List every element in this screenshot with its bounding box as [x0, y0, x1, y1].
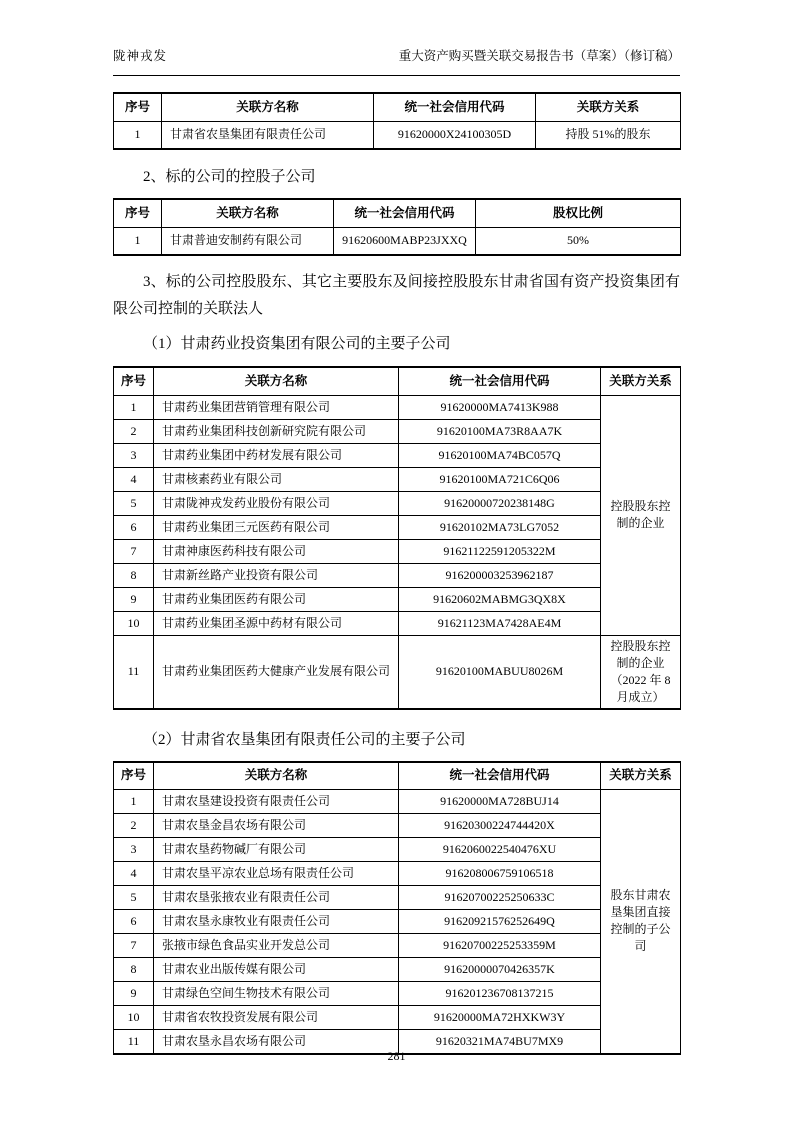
cell-serial: 8 [114, 563, 154, 587]
col-header-related-party-name: 关联方名称 [154, 367, 399, 395]
cell-serial: 11 [114, 1030, 154, 1054]
cell-credit-code: 91620102MA73LG7052 [399, 515, 601, 539]
cell-serial: 1 [114, 227, 162, 255]
cell-serial: 2 [114, 419, 154, 443]
cell-credit-code: 916200003253962187 [399, 563, 601, 587]
cell-credit-code: 916201236708137215 [399, 982, 601, 1006]
table-row [114, 227, 681, 255]
table-row [114, 910, 681, 934]
cell-company-name: 甘肃省农牧投资发展有限公司 [154, 1006, 399, 1030]
table-header-row [114, 93, 681, 121]
col-header-related-party-name: 关联方名称 [162, 93, 374, 121]
table-row [114, 443, 681, 467]
header-report-title: 重大资产购买暨关联交易报告书（草案）（修订稿） [398, 49, 680, 63]
page-number: 281 [387, 1049, 406, 1063]
cell-company-name: 甘肃省农垦集团有限责任公司 [162, 121, 374, 149]
table-row [114, 419, 681, 443]
cell-company-name: 甘肃农垦建设投资有限责任公司 [154, 790, 399, 814]
table-row [114, 515, 681, 539]
cell-company-name: 甘肃药业集团医药大健康产业发展有限公司 [154, 635, 399, 709]
cell-credit-code: 91621123MA7428AE4M [399, 611, 601, 635]
col-header-relation: 关联方关系 [601, 762, 681, 790]
cell-serial: 4 [114, 467, 154, 491]
cell-company-name: 甘肃农业出版传媒有限公司 [154, 958, 399, 982]
table-row [114, 982, 681, 1006]
col-header-related-party-name: 关联方名称 [162, 199, 334, 227]
cell-company-name: 甘肃新丝路产业投资有限公司 [154, 563, 399, 587]
cell-company-name: 甘肃农垦药物碱厂有限公司 [154, 838, 399, 862]
cell-company-name: 甘肃农垦张掖农业有限责任公司 [154, 886, 399, 910]
cell-company-name: 甘肃普迪安制药有限公司 [162, 227, 334, 255]
cell-company-name: 甘肃陇神戎发药业股份有限公司 [154, 491, 399, 515]
page-header [113, 46, 680, 76]
table-row [114, 635, 681, 709]
table-row [114, 611, 681, 635]
cell-serial: 1 [114, 121, 162, 149]
cell-company-name: 甘肃绿色空间生物技术有限公司 [154, 982, 399, 1006]
cell-credit-code: 91620300224744420X [399, 814, 601, 838]
cell-credit-code: 91620000MA7413K988 [399, 395, 601, 419]
cell-serial: 6 [114, 910, 154, 934]
table-row [114, 539, 681, 563]
cell-serial: 9 [114, 982, 154, 1006]
section-heading-3: 3、标的公司控股股东、其它主要股东及间接控股股东甘肃省国有资产投资集团有限公司控制的关联法人 [113, 274, 680, 317]
cell-serial: 2 [114, 814, 154, 838]
col-header-serial: 序号 [114, 93, 162, 121]
cell-credit-code: 91620321MA74BU7MX9 [399, 1030, 601, 1054]
col-header-related-party-name: 关联方名称 [154, 762, 399, 790]
cell-credit-code: 91620000MA72HXKW3Y [399, 1006, 601, 1030]
cell-relation: 控股股东控制的企业（2022 年 8 月成立） [601, 635, 681, 709]
cell-credit-code: 916208006759106518 [399, 862, 601, 886]
table-row [114, 395, 681, 419]
cell-credit-code: 91620100MA721C6Q06 [399, 467, 601, 491]
cell-company-name: 甘肃农垦平凉农业总场有限责任公司 [154, 862, 399, 886]
cell-company-name: 甘肃农垦永昌农场有限公司 [154, 1030, 399, 1054]
cell-credit-code: 91621122591205322M [399, 539, 601, 563]
header-company-name: 陇神戎发 [113, 49, 168, 63]
table-row [114, 121, 681, 149]
col-header-equity-ratio: 股权比例 [476, 199, 681, 227]
table-row [114, 862, 681, 886]
table-row [114, 838, 681, 862]
table-row [114, 814, 681, 838]
table-row [114, 587, 681, 611]
cell-credit-code: 91620602MABMG3QX8X [399, 587, 601, 611]
cell-equity-ratio: 50% [476, 227, 681, 255]
cell-relation-span: 控股股东控制的企业 [601, 395, 681, 635]
cell-serial: 10 [114, 611, 154, 635]
cell-serial: 1 [114, 790, 154, 814]
cell-credit-code: 91620700225250633C [399, 886, 601, 910]
cell-credit-code: 91620600MABP23JXXQ [334, 227, 476, 255]
cell-serial: 5 [114, 491, 154, 515]
cell-credit-code: 91620000720238148G [399, 491, 601, 515]
table-row [114, 1006, 681, 1030]
cell-company-name: 甘肃药业集团中药材发展有限公司 [154, 443, 399, 467]
table-row [114, 491, 681, 515]
table-row [114, 958, 681, 982]
cell-serial: 4 [114, 862, 154, 886]
cell-serial: 3 [114, 838, 154, 862]
cell-serial: 7 [114, 934, 154, 958]
cell-credit-code: 91620100MA73R8AA7K [399, 419, 601, 443]
cell-serial: 11 [114, 635, 154, 709]
table-controlled-subsidiary [113, 198, 681, 256]
cell-company-name: 甘肃药业集团科技创新研究院有限公司 [154, 419, 399, 443]
section-heading-2: 2、标的公司的控股子公司 [143, 169, 316, 185]
table-header-row [114, 762, 681, 790]
col-header-credit-code: 统一社会信用代码 [399, 762, 601, 790]
table-target-shareholder [113, 92, 681, 150]
cell-serial: 5 [114, 886, 154, 910]
cell-credit-code: 91620000X24100305D [374, 121, 536, 149]
cell-company-name: 甘肃农垦永康牧业有限责任公司 [154, 910, 399, 934]
col-header-credit-code: 统一社会信用代码 [374, 93, 536, 121]
table-header-row [114, 367, 681, 395]
subsection-heading-3-1: （1）甘肃药业投资集团有限公司的主要子公司 [143, 336, 451, 352]
cell-relation: 持股 51%的股东 [536, 121, 681, 149]
cell-company-name: 甘肃核素药业有限公司 [154, 467, 399, 491]
cell-credit-code: 91620000MA728BUJ14 [399, 790, 601, 814]
cell-company-name: 甘肃药业集团三元医药有限公司 [154, 515, 399, 539]
col-header-serial: 序号 [114, 199, 162, 227]
cell-credit-code: 91620700225253359M [399, 934, 601, 958]
cell-serial: 7 [114, 539, 154, 563]
table-nongken-group-subsidiaries [113, 761, 681, 1055]
table-row [114, 886, 681, 910]
table-pharma-group-subsidiaries [113, 366, 681, 710]
cell-serial: 6 [114, 515, 154, 539]
col-header-serial: 序号 [114, 762, 154, 790]
cell-serial: 1 [114, 395, 154, 419]
cell-serial: 3 [114, 443, 154, 467]
table-row [114, 790, 681, 814]
cell-company-name: 甘肃药业集团圣源中药材有限公司 [154, 611, 399, 635]
col-header-serial: 序号 [114, 367, 154, 395]
cell-credit-code: 91620000070426357K [399, 958, 601, 982]
table-row [114, 467, 681, 491]
cell-company-name: 甘肃神康医药科技有限公司 [154, 539, 399, 563]
cell-company-name: 甘肃药业集团营销管理有限公司 [154, 395, 399, 419]
table-row [114, 563, 681, 587]
cell-company-name: 甘肃药业集团医药有限公司 [154, 587, 399, 611]
cell-credit-code: 91620921576252649Q [399, 910, 601, 934]
cell-credit-code: 9162060022540476XU [399, 838, 601, 862]
cell-company-name: 甘肃农垦金昌农场有限公司 [154, 814, 399, 838]
cell-serial: 10 [114, 1006, 154, 1030]
col-header-relation: 关联方关系 [601, 367, 681, 395]
subsection-heading-3-2: （2）甘肃省农垦集团有限责任公司的主要子公司 [143, 731, 466, 748]
cell-company-name: 张掖市绿色食品实业开发总公司 [154, 934, 399, 958]
col-header-credit-code: 统一社会信用代码 [334, 199, 476, 227]
table-header-row [114, 199, 681, 227]
col-header-relation: 关联方关系 [536, 93, 681, 121]
cell-credit-code: 91620100MABUU8026M [399, 635, 601, 709]
table-row [114, 934, 681, 958]
cell-serial: 9 [114, 587, 154, 611]
cell-serial: 8 [114, 958, 154, 982]
cell-relation-span: 股东甘肃农垦集团直接控制的子公司 [601, 790, 681, 1054]
cell-credit-code: 91620100MA74BC057Q [399, 443, 601, 467]
col-header-credit-code: 统一社会信用代码 [399, 367, 601, 395]
